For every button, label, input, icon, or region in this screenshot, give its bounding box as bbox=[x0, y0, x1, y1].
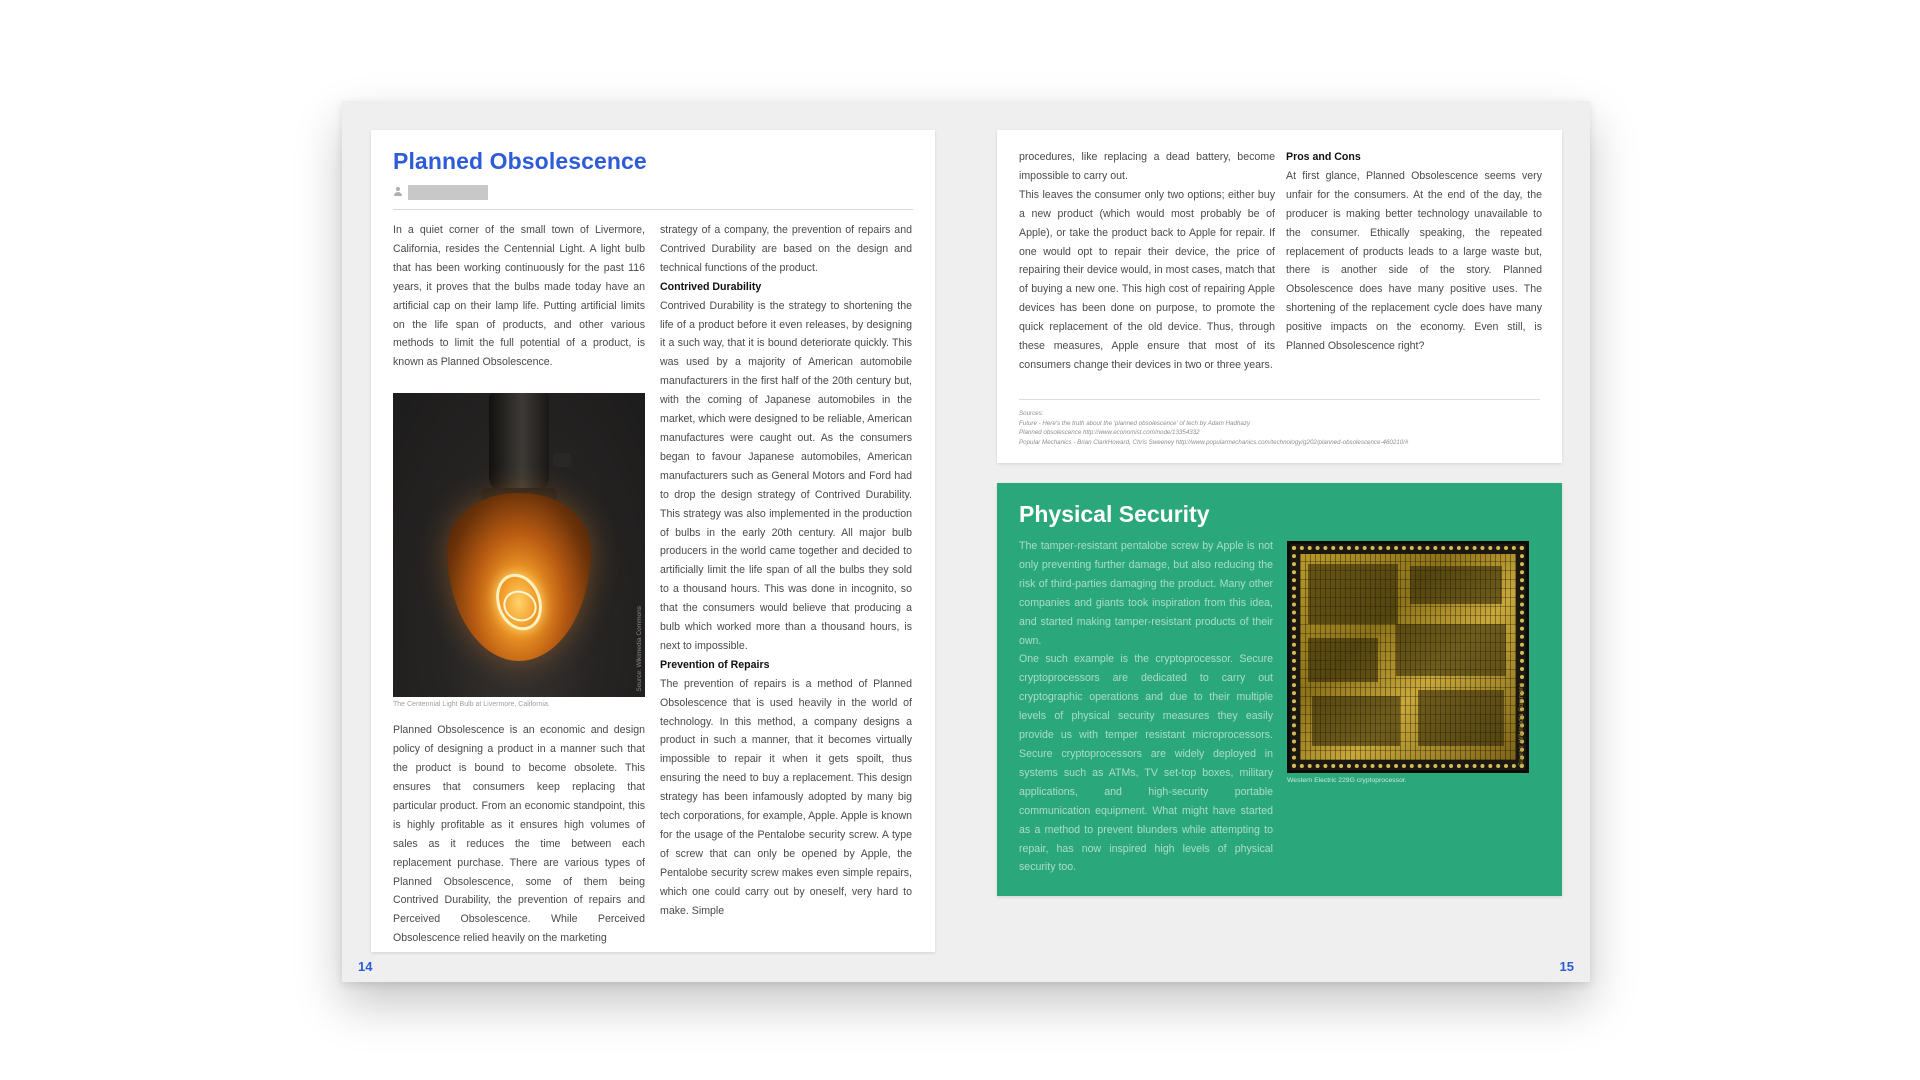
physical-security-sidebar bbox=[997, 483, 1562, 896]
sidebar-title: Physical Security bbox=[1019, 501, 1210, 527]
author-placeholder bbox=[408, 185, 488, 200]
user-icon bbox=[393, 187, 403, 197]
source-item: Planned obsolescence http://www.economist.com/node/13354332 bbox=[1019, 429, 1200, 436]
body-paragraph: procedures, like replacing a dead battery, become impossible to carry out. bbox=[1019, 151, 1275, 182]
article-title: Planned Obsolescence bbox=[393, 148, 647, 174]
body-paragraph: Planned Obsolescence is an economic and design policy of designing a product in a manner such that the product is bound to become obsolete. This ensures that consumers keep replacing that particular product. From an economic standpoint, this is highly profitable as it ensures high volumes of sales as it reduces the time between each replacement purchase. There are various types of Planned Obsolescence, some of them being Contrived Durability, the prevention of repairs and Perceived Obsolescence. While Perceived Obsolescence relied heavily on the marketing bbox=[393, 724, 645, 945]
page-number-right: 15 bbox=[1559, 959, 1574, 974]
article-column-3 bbox=[1019, 148, 1275, 375]
article-card bbox=[371, 130, 935, 952]
article-column-1 bbox=[393, 221, 645, 948]
article-continued-card bbox=[997, 130, 1562, 463]
image-credit: Source: Wikimedia Commons bbox=[636, 605, 643, 692]
page-number-left: 14 bbox=[358, 959, 373, 974]
body-paragraph: At first glance, Planned Obsolescence seems very unfair for the consumers. At the end of the day, the producer is making better technology unavailable to the consumer. Ethically speaking, the repeated replacement of products leads to a large waste but, there is another side of the story. Planned Obsolescence does have many positive uses. The shortening of the replacement cycle does have many positive impacts on the economy. Even still, is Planned Obsolescence right? bbox=[1286, 169, 1542, 353]
subheading-contrived-durability: Contrived Durability bbox=[660, 280, 762, 293]
body-paragraph: strategy of a company, the prevention of repairs and Contrived Durability are based on the design and technical functions of the product. bbox=[660, 224, 912, 274]
subheading-pros-and-cons: Pros and Cons bbox=[1286, 151, 1361, 163]
magazine-spread bbox=[342, 101, 1590, 982]
sidebar-paragraph: One such example is the cryptoprocessor. Secure cryptoprocessors are dedicated to carry out cryptographic operations and due to their multiple levels of physical security measures they easily provide us with temper resistant microprocessors. Secure cryptoprocessors are widely deployed in systems such as ATMs, TV set-top boxes, military applications, and high-security portable communication equipment. What might have started as a method to prevent blunders while attempting to repair, has now inspired high levels of physical security too. bbox=[1019, 653, 1273, 874]
article-column-2 bbox=[660, 221, 912, 921]
sources-list bbox=[1019, 409, 1408, 447]
sources-divider bbox=[1019, 399, 1540, 400]
chip-bond-pads bbox=[1292, 546, 1524, 768]
body-paragraph: This leaves the consumer only two options; either buy a new product (which would most probably be of Apple), or take the product back to Apple for repair. If one would opt to repair their device, the price of repairing their device would, in most cases, match that of buying a new one. This high cost of repairing Apple devices has been done on purpose, to promote the quick replacement of the old device. Thus, through these measures, Apple ensure that most of its consumers change their devices in two or three years. bbox=[1019, 188, 1275, 371]
sources-label: Sources: bbox=[1019, 410, 1044, 417]
sidebar-paragraph: The tamper-resistant pentalobe screw by Apple is not only preventing further damage, but also reducing the risk of third-parties damaging the product. Many other companies and giants took inspiration from this idea, and started making tamper-resistant products of their own. bbox=[1019, 540, 1273, 647]
article-column-4 bbox=[1286, 148, 1542, 356]
intro-paragraph: In a quiet corner of the small town of Livermore, California, resides the Centennial Light. A light bulb that has been working continuously for the past 116 years, it proves that the bulbs made today have an artificial cap on their lamp life. Putting artificial limits on the life span of products, and other various methods to limit the full potential of a product, is known as Planned Obsolescence. bbox=[393, 224, 645, 369]
author-row bbox=[393, 184, 913, 200]
centennial-light-image bbox=[393, 393, 645, 697]
subheading-prevention-of-repairs: Prevention of Repairs bbox=[660, 658, 770, 671]
source-item: Future - Here's the truth about the 'planned obsolescence' of tech by Adam Hadhazy bbox=[1019, 419, 1251, 427]
image-credit: Source: Wikimedia Commons bbox=[1518, 683, 1525, 766]
body-paragraph: Contrived Durability is the strategy to shortening the life of a product before it even releases, by designing it a such way, that it is bound deteriorate quickly. This was used by a majority of American automobile manufacturers in the first half of the 20th century but, with the coming of Japanese automobiles in the market, which were designed to be reliable, American manufactures were caught out. As the consumers began to favour Japanese automobiles, American manufacturers such as General Motors and Ford had to drop the design strategy of Contrived Durability. This strategy was also implemented in the production of bulbs in the early 20th century. All major bulb producers in the world came together and decided to artificially limit the life span of all the bulbs they sold to a thousand hours. This was done in incognito, so that the consumers would believe that producing a bulb which worked more than a thousand hours, is next to impossible. bbox=[660, 299, 912, 652]
sidebar-text bbox=[1019, 537, 1273, 877]
cryptoprocessor-image bbox=[1287, 541, 1529, 773]
body-paragraph: The prevention of repairs is a method of Planned Obsolescence that is used heavily in the world of technology. In this method, a company designs a product in such a manner, that it becomes virtually impossible to repair it when it gets spoilt, thus ensuring the need to buy a replacement. This design strategy has been infamously adopted by many big tech corporations, for example, Apple. Apple is known for the usage of the Pentalobe security screw. A type of screw that can only be opened by Apple, the Pentalobe security screw makes even simple repairs, which one could carry out by oneself, very hard to make. Simple bbox=[660, 677, 912, 917]
image-caption: Western Electric 229G cryptoprocessor. bbox=[1287, 777, 1407, 784]
title-divider bbox=[393, 209, 913, 210]
bulb-socket bbox=[489, 393, 549, 493]
source-item: Popular Mechanics - Brian ClarkHoward, Chris Sweeney http://www.popularmechanics.com/technology/g202/planned-obsolescence-460210/# bbox=[1019, 438, 1409, 446]
image-caption: The Centennial Light Bulb at Livermore, California. bbox=[393, 701, 550, 709]
